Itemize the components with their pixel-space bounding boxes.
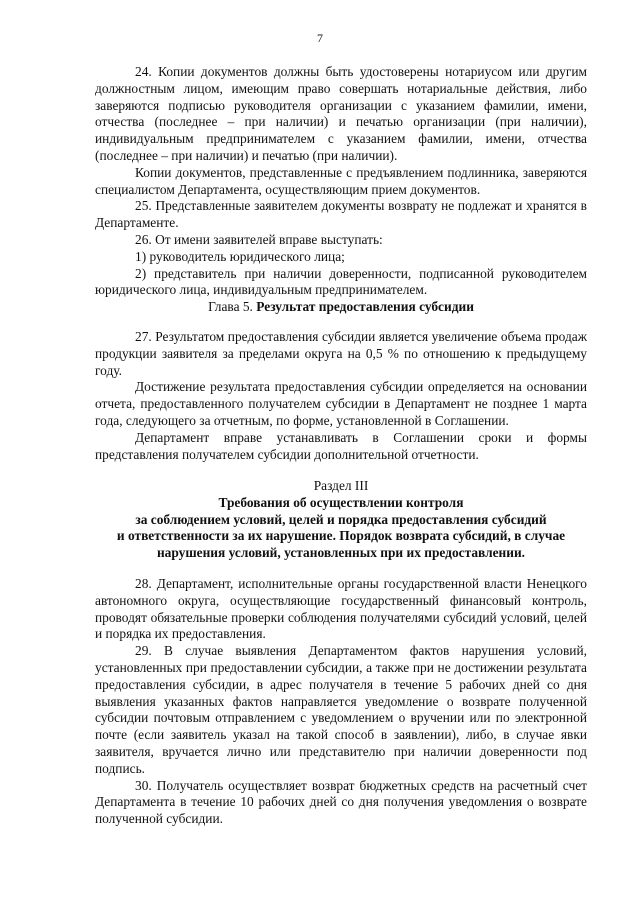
section-heading (95, 478, 587, 562)
paragraph-26: 26. От имени заявителей вправе выступать: (135, 231, 383, 247)
body-block-2 (95, 329, 587, 463)
body-block-3 (95, 576, 587, 828)
chapter-prefix: Глава 5. (208, 299, 257, 314)
paragraph-25: 25. Представленные заявителем документы возврату не подлежат и хранятся в Департаменте. (95, 198, 587, 231)
paragraph-29: 29. В случае выявления Департаментом фактов нарушения условий, установленных при предоставлении субсидии, а также при не достижении результата предоставления субсидии, в адрес получателя в течение 5 рабочих дней со дня выявления указанных фактов направляется уведомление о возврате полученной субсидии почтовым отправлением с уведомлением о вручении или по электронной почте (если заявитель указал на такой способ в заявлении), либо, в случае явки заявителя, вручается лично или представителю при наличии доверенности под подпись. (95, 643, 587, 776)
paragraph-28: 28. Департамент, исполнительные органы государственной власти Ненецкого автономного округа, осуществляющие государственный финансовый контроль, проводят обязательные проверки соблюдения получателями субсидий условий, целей и порядка их предоставления. (95, 576, 587, 642)
section-title-line-3: и ответственности за их нарушение. Порядок возврата субсидий, в случае (116, 528, 566, 544)
chapter-title: Результат предоставления субсидии (256, 299, 474, 314)
body-block-1 (95, 64, 587, 299)
chapter-heading (95, 299, 587, 316)
paragraph-copies: Копии документов, представленные с предъявлением подлинника, заверяются специалистом Департамента, осуществляющим прием документов. (95, 164, 587, 197)
paragraph-26-item-1: 1) руководитель юридического лица; (135, 248, 345, 264)
page-number: 7 (317, 31, 323, 45)
paragraph-26-item-2: 2) представитель при наличии доверенности, подписанной руководителем юридического лица, индивидуальным предпринимателем. (95, 265, 587, 298)
paragraph-30: 30. Получатель осуществляет возврат бюджетных средств на расчетный счет Департамента в течение 10 рабочих дней со дня получения уведомления о возврате полученной субсидии. (95, 777, 587, 827)
section-title-line-4: нарушения условий, установленных при их предоставлении. (156, 545, 526, 561)
section-title-line-2: за соблюдением условий, целей и порядка предоставления субсидий (135, 511, 547, 527)
paragraph-27: 27. Результатом предоставления субсидии является увеличение объема продаж продукции заявителя за пределами округа на 0,5 % по отношению к предыдущему году. (95, 329, 587, 378)
section-title-line-1: Требования об осуществлении контроля (218, 494, 464, 510)
section-label: Раздел III (313, 478, 369, 493)
paragraph-reporting: Департамент вправе устанавливать в Соглашении сроки и формы представления получателем субсидии дополнительной отчетности. (95, 429, 587, 462)
paragraph-24: 24. Копии документов должны быть удостоверены нотариусом или другим должностным лицом, имеющим право совершать нотариальные действия, либо заверяются подписью руководителя организации с указанием фамилии, имени, отчества (последнее – при наличии) и печатью организации (при наличии), индивидуальным предпринимателем с указанием фамилии, имени, отчества (последнее – при наличии) и печатью (при наличии). (95, 64, 587, 163)
paragraph-achievement: Достижение результата предоставления субсидии определяется на основании отчета, предоставленного получателем субсидии в Департамент не позднее 1 марта года, следующего за отчетным, по форме, установленной в Соглашении. (95, 379, 587, 428)
